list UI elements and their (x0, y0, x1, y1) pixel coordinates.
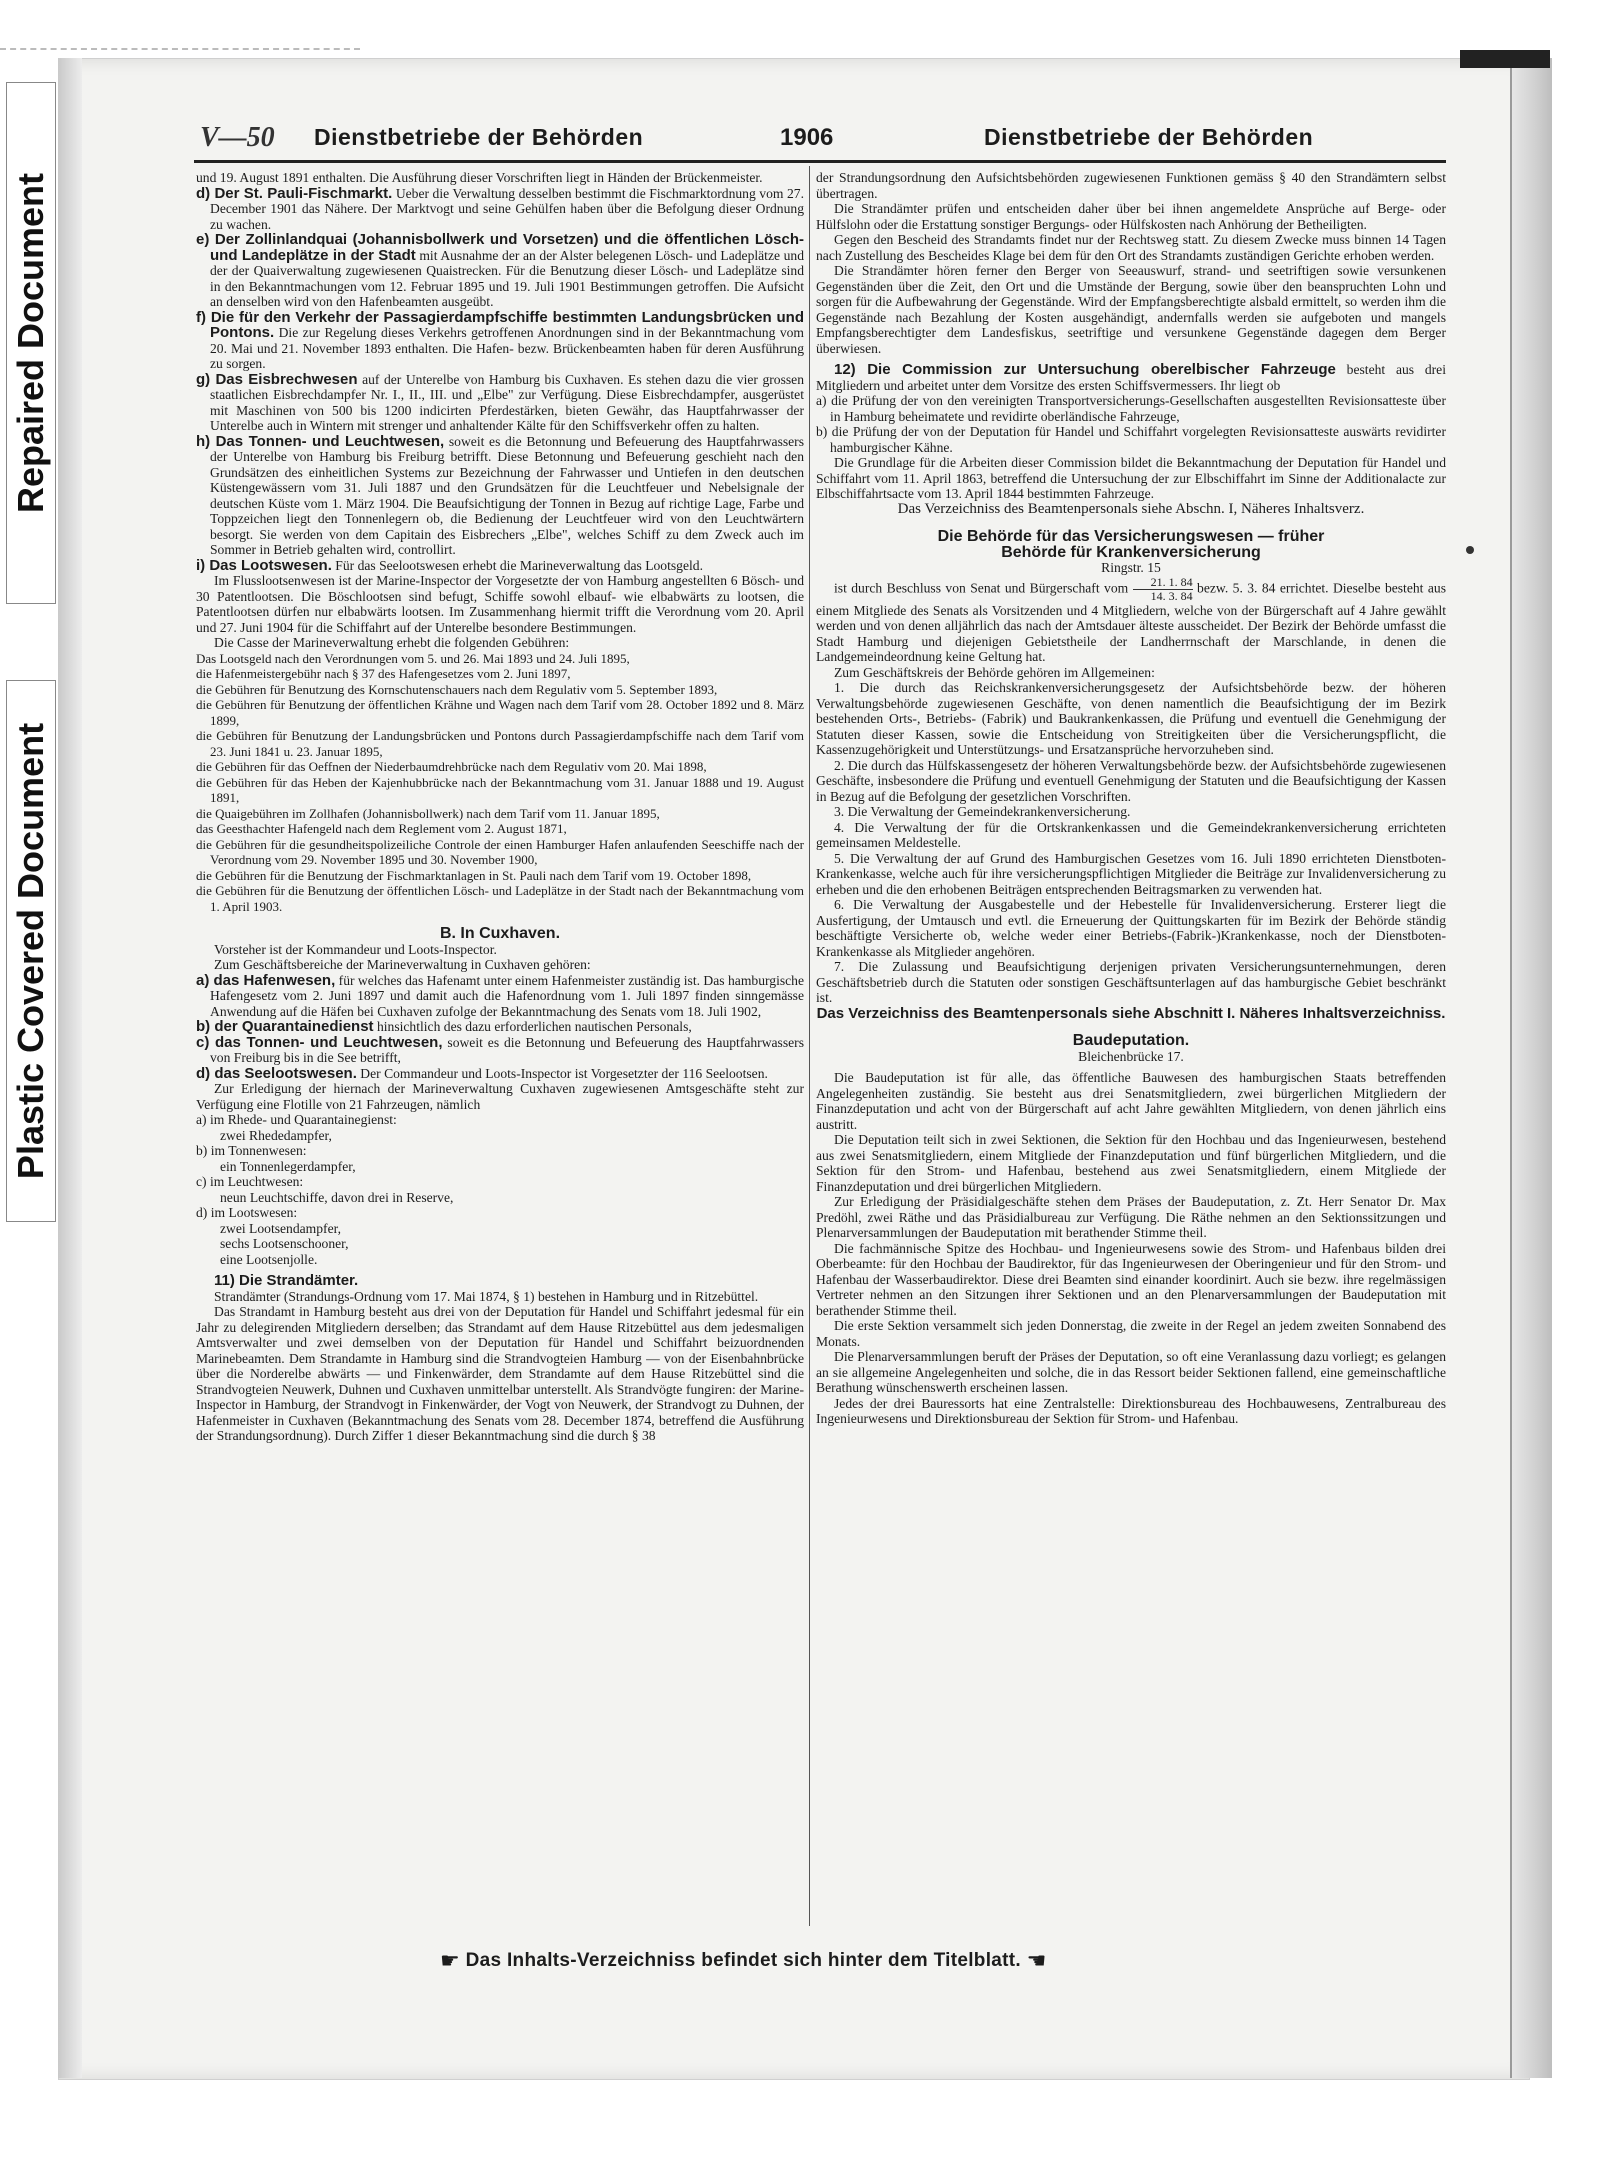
paragraph: Die Casse der Marineverwaltung erhebt die folgenden Gebühren: (214, 635, 570, 650)
pointing-hand-right-icon: ☛ (440, 1948, 461, 1973)
list-item: a) die Prüfung der von den vereinigten Transportversicherungs-Gesellschaften ausgestellten Revisionsatteste über in Hamburg beheimatete und revidirte oberländische Fahrzeuge, (816, 393, 1446, 424)
left-column (196, 170, 804, 1444)
paragraph: Zum Geschäftsbereiche der Marineverwaltung in Cuxhaven gehören: (214, 957, 591, 972)
fleet-label: c) im Leuchtwesen: (196, 1174, 304, 1189)
list-item: 7. Die Zulassung und Beaufsichtigung derjenigen privaten Versicherungsunternehmungen, deren Geschäftsbetrieb durch die Statuten oder sonstigen Geschäftsunterlagen auf das hamburgische Gebiet beschränkt ist. (816, 959, 1446, 1005)
section-i: i) Das Lootswesen. Für das Seelootswesen erhebt die Marineverwaltung das Lootsgeld. (196, 556, 703, 574)
paragraph: Die Deputation teilt sich in zwei Sektionen, die Sektion für den Hochbau und das Ingenieurwesen, bestehend aus zwei Senatsmitgliedern, einem Mitgliede der Finanzdeputation und fünf bürgerlichen Mitgliedern, und die Sektion für den Strom- und Hafenbau, bestehend aus zwei Senatsmitgliedern, einem Mitgliede der Finanzdeputation und drei bürgerlichen Mitgliedern. (816, 1132, 1446, 1194)
cux-item-b: b) der Quarantainedienst hinsichtlich des dazu erforderlichen nautischen Personals, (196, 1018, 692, 1035)
section-e: e) Der Zollinlandquai (Johannisbollwerk und Vorsetzen) und die öffentlichen Lösch- und Landeplätze in der Stadt mit Ausnahme der an der Alster belegenen Lösch- und Ladeplätze und der der Quaiverwaltung zugewiesenen Quaistrecken. Für die Benutzung dieser Lösch- und Ladeplätze sind in den Bekanntmachungen vom 12. Februar 1895 und 19. Juli 1901 Bestimmungen getroffen. Die Aufsicht an denselben wird von den Hafenbeamten ausgeübt. (196, 231, 804, 309)
fleet-line: zwei Rhededampfer, (220, 1127, 332, 1143)
section-heading: h) Das Tonnen- und Leuchtwesen, (196, 432, 445, 450)
section-heading: i) Das Lootswesen. (196, 556, 332, 574)
header-title-right: Dienstbetriebe der Behörden (984, 124, 1314, 150)
list-item: b) die Prüfung der von der Deputation für Handel und Schiffahrt vorgelegten Revisionsatteste auswärts revidirter hamburgischer Kähne. (816, 424, 1446, 455)
section-heading: d) Der St. Pauli-Fischmarkt. (196, 184, 393, 202)
list-item: Das Lootsgeld nach den Verordnungen vom 5. und 26. Mai 1893 und 24. Juli 1895, (196, 650, 630, 666)
fleet-label: a) im Rhede- und Quarantainegienst: (196, 1112, 397, 1127)
list-item: die Gebühren für Benutzung der Landungsbrücken und Pontons durch Passagierdampfschiffe nach dem Tarif vom 23. Juni 1841 u. 23. Januar 1895, (196, 728, 804, 759)
date-fraction: $\frac{21. 1. 84}{14. 3. 84}$ (1133, 576, 1193, 603)
list-item: die Gebühren für Benutzung der öffentlichen Krähne und Wagen nach dem Tarif vom 28. October 1892 und 8. März 1899, (196, 697, 804, 728)
column-divider (809, 166, 810, 1926)
cux-item-d: d) das Seelootswesen. Der Commandeur und Loots-Inspector ist Vorgesetzter der 116 Seelootsen. (196, 1064, 768, 1082)
top-right-tab (1460, 50, 1550, 68)
fleet-line: sechs Lootsenschooner, (220, 1236, 349, 1251)
page-spine (58, 58, 82, 2078)
fleet-list (196, 1112, 804, 1267)
paragraph: Das Strandamt in Hamburg besteht aus drei von der Deputation für Handel und Schiffahrt jedesmal für ein Jahr zu delegirenden Mitgliedern derselben; das Strandamt auf dem Hause Ritzebüttel aus dem jedesmaligen Amtsverwalter und zwei demselben von der Deputation für Handel und Schiffahrt beizuordnenden Marinebeamten. Dem Strandamte in Hamburg sind die Strandvogteien Hamburg — von der Eisenbahnbrücke über die Norderelbe abwärts — und Finkenwärder, dem Strandamte auf dem Hause Ritzebüttel sind die Strandvogteien Neuwerk, Duhnen und Cuxhaven unmittelbar unterstellt. Als Strandvögte fungiren: der Marine-Inspector in Hamburg, der Strandvogt in Finkenwärder, der Vogt von Neuwerk, der Strandvogt zu Duhnen, der Hafenmeister in Cuxhaven (Bekanntmachung des Senats vom 28. December 1874, betreffend die Ausführung der Strandungsordnung). Durch Ziffer 1 dieser Bekanntmachung sind die durch § 38 (196, 1304, 804, 1443)
page-right-edge (1510, 58, 1552, 2078)
list-item: die Quaigebühren im Zollhafen (Johannisbollwerk) nach dem Tarif vom 11. Januar 1895, (196, 805, 660, 821)
section-heading: e) Der Zollinlandquai (Johannisbollwerk und Vorsetzen) und die öffentlichen Lösch- und Landeplätze in der Stadt (196, 231, 804, 264)
section-f: f) Die für den Verkehr der Passagierdampfschiffe bestimmten Landungsbrücken und Pontons. Die zur Regelung dieses Verkehrs getroffenen Anordnungen sind in der Bekanntmachung vom 20. Mai und 21. November 1893 enthalten. Die Hafen- bezw. Brückenbeamten haben für deren Ausführung zu sorgen. (196, 308, 804, 371)
list-item: 5. Die Verwaltung der auf Grund des Hamburgischen Gesetzes vom 16. Juli 1890 errichteten Dienstboten-Krankenkasse, welche auch für ihre versicherungspflichtigen Mitglieder die Beiträge zur Invalidenversicherung zu erheben und die den erhobenen Beiträgen entsprechenden Beitragsmarken zu verwenden hat. (816, 850, 1446, 897)
section-12: 12) Die Commission zur Untersuchung oberelbischer Fahrzeuge besteht aus drei Mitgliedern und arbeitet unter dem Vorsitze des ersten Schiffsvermessers. Ihr liegt ob (816, 361, 1446, 393)
list-item: 2. Die durch das Hülfskassengesetz der höheren Verwaltungsbehörde bezw. der Aufsichtsbehörde zugewiesenen Geschäfte, insbesondere die Prüfung und eventuell Genehmigung der Statuten und die Beaufsichtigung der Kassen in Bezug auf die Befolgung der gesetzlichen Vorschriften. (816, 757, 1446, 804)
paragraph: der Strandungsordnung den Aufsichtsbehörden zugewiesenen Funktionen gemäss § 40 den Strandämtern selbst übertragen. (816, 170, 1446, 201)
section-title-baudeputation: Baudeputation. (1072, 1032, 1190, 1049)
ink-spot (1466, 546, 1474, 554)
running-header (104, 120, 1444, 158)
paragraph: Zur Erledigung der hiernach der Marineverwaltung Cuxhaven zugewiesenen Amtsgeschäfte steht zur Verfügung eine Flotille von 21 Fahrzeugen, nämlich (196, 1081, 804, 1112)
cux-item-a: a) das Hafenwesen, für welches das Hafenamt unter einem Hafenmeister zuständig ist. Das hamburgische Hafengesetz vom 2. Juni 1897 und damit auch die Hafenordnung vom 1. Juli 1897 finden sinngemässe Anwendung auf die Häfen bei Cuxhaven zufolge der Bekanntmachung des Senats vom 18. Juli 1902, (196, 971, 804, 1019)
plastic-covered-label: Plastic Covered Document (6, 680, 56, 1222)
paragraph: Die Strandämter hören ferner den Berger von Seeauswurf, strand- und seetriftigen sowie versunkenen Gegenständen über die Zeit, den Ort und die Umstände der Bergung, sowie über den beanspruchten Lohn und sorgen für die Aufbewahrung der Gegenstände. Wird der Empfangsberechtigte alsbald ermittelt, so werden ihm die Gegenstände nach Bezahlung der Kosten ausgehändigt, andernfalls werden sie aufgeboten und mangels Empfangsberechtigter dem Landesfiskus, seetriftige und versunkene Gegenstände dagegen dem Berger überwiesen. (816, 263, 1446, 356)
cux-item-c: c) das Tonnen- und Leuchtwesen, soweit es die Betonnung und Befeuerung des Hauptfahrwassers von Freiburg bis in die See betrifft, (196, 1033, 804, 1065)
section-heading: g) Das Eisbrechwesen (196, 370, 358, 388)
section-h: h) Das Tonnen- und Leuchtwesen, soweit es die Betonnung und Befeuerung des Hauptfahrwassers der Unterelbe von Hamburg bis Freiburg betrifft. Diese Betonnung und Befeuerung geschieht nach den Grundsätzen des einheitlichen Systems zur Bezeichnung der Fahrwasser und Untiefen in den deutschen Küstengewässern vom 31. Juli 1887 und den Grundsätzen für die Leuchtfeuer und Nebelsignale der deutschen Küste vom 1. März 1904. Die Beaufsichtigung der Tonnen in Bezug auf richtige Lage, Farbe und Toppzeichen liegt den Tonnenlegern ob, die Bedienung der Leuchtfeuer wird von den Leuchtwärtern besorgt. Sie werden von dem Capitain des Eisbrechers „Elbe", welches Schiff zu dem Zweck auch im Sommer in Betrieb gehalten wird, controllirt. (196, 432, 805, 557)
list-item: die Gebühren für das Heben der Kajenhubbrücke nach der Bekanntmachung vom 31. Januar 1888 und 19. August 1891, (196, 774, 804, 805)
section-d: d) Der St. Pauli-Fischmarkt. Ueber die Verwaltung desselben bestimmt die Fischmarktordnung vom 27. December 1901 das Nähere. Der Marktvogt und seine Gehülfen haben über die Befolgung dieser Ordnung zu wachen. (196, 184, 804, 232)
list-item: die Hafenmeistergebühr nach § 37 des Hafengesetzes vom 2. Juni 1897, (196, 666, 571, 681)
address: Ringstr. 15 (1101, 560, 1161, 575)
top-dashed-mark (0, 48, 360, 50)
list-item: die Gebühren für das Oeffnen der Niederbaumdrehbrücke nach dem Regulativ vom 20. Mai 1898, (196, 759, 707, 774)
paragraph: Die Grundlage für die Arbeiten dieser Commission bildet die Bekanntmachung der Deputation für Handel und Schiffahrt vom 11. April 1863, betreffend die Untersuchung der zur Elbschiffahrt im Sinne der Additionalacte zur Elbschiffahrtsacte vom 13. April 1844 bestimmten Fahrzeuge. (816, 455, 1446, 501)
section-11-heading: 11) Die Strandämter. (214, 1272, 359, 1289)
address: Bleichenbrücke 17. (1078, 1048, 1184, 1064)
paragraph: ist durch Beschluss von Senat und Bürgerschaft vom $\frac{21. 1. 84}{14. 3. 84}$ bezw. 5. 3. 84 errichtet. Dieselbe besteht aus einem Mitgliede des Senats als Vorsitzenden und 4 Mitgliedern, welche von der Bürgerschaft auf 4 Jahre gewählt werden und von denen alljährlich das nach der Amtsdauer älteste ausscheidet. Der Bezirk der Behörde umfasst die Stadt Hamburg und diejenigen Gebietstheile der Landherrnschaft der Marschlande, in denen die Landgemeindeordnung keine Geltung hat. (816, 574, 1446, 664)
list-item: die Gebühren für die Benutzung der Fischmarktanlagen in St. Pauli nach dem Tarif vom 19. October 1898, (196, 867, 752, 883)
paragraph: Strandämter (Strandungs-Ordnung vom 17. Mai 1874, § 1) bestehen in Hamburg und in Ritzebüttel. (214, 1288, 759, 1304)
fleet-label: b) im Tonnenwesen: (196, 1143, 307, 1158)
paragraph: Zur Erledigung der Präsidialgeschäfte stehen dem Präses der Baudeputation, z. Zt. Herr Senator Dr. Max Predöhl, zwei Räthe und das Präsidialbureau zur Verfügung. Die Räthe nehmen an den Sektionssitzungen und Plenarversammlungen der Baudeputation mit berathender Stimme theil. (816, 1194, 1446, 1240)
paragraph: Gegen den Bescheid des Strandamts findet nur der Rechtsweg statt. Zu diesem Zwecke muss binnen 14 Tagen nach Zustellung des Bescheides Klage bei dem für den Ort des Strandamts zuständigen Gerichte erhoben werden. (816, 232, 1446, 263)
paragraph: Die erste Sektion versammelt sich jeden Donnerstag, die zweite in der Regel an jedem zweiten Sonnabend des Monats. (816, 1318, 1446, 1349)
paragraph: Die fachmännische Spitze des Hochbau- und Ingenieurwesens sowie des Strom- und Hafenbaus bilden drei Oberbeamte: für den Hochbau der Baudirektor, für das Ingenieurwesen der Oberingenieur und für den Strom- und Hafenbau der Wasserbaudirektor. Diese drei Beamten sind einander koordinirt. Auch sie bezw. ihre regelmässigen Vertreter nehmen an den Sitzungen ihrer Sektionen und an den Plenarversammlungen der Baudeputation mit berathender Stimme theil. (816, 1240, 1446, 1318)
paragraph: Zum Geschäftskreis der Behörde gehören im Allgemeinen: (834, 664, 1155, 680)
list-item: 1. Die durch das Reichskrankenversicherungsgesetz der Aufsichtsbehörde bezw. der höheren Verwaltungsbehörde zugewiesenen Geschäfte, von denen namentlich die Beaufsichtigung der im Bezirk bestehenden Orts-, Betriebs- (Fabrik) und Baukrankenkassen, die Prüfung und eventuell die Genehmigung der Statuten dieser Kassen, sowie die Entscheidung von Streitigkeiten über die Versicherungspflicht, die Kassenzugehörigkeit und Unterstützungs- und Ersatzansprüche hervorzuheben sind. (816, 680, 1446, 757)
list-item: die Gebühren für die Benutzung der öffentlichen Lösch- und Ladeplätze in der Stadt nach der Bekanntmachung vom 1. April 1903. (196, 883, 804, 914)
right-column (816, 170, 1446, 1427)
fee-list (196, 651, 804, 915)
header-rule (194, 160, 1446, 163)
list-item: 4. Die Verwaltung der für die Ortskrankenkassen und die Gemeindekrankenversicherung errichteten gemeinsamen Meldestelle. (816, 819, 1446, 850)
section-subtitle-versicherung: Behörde für Krankenversicherung (1001, 543, 1261, 561)
paragraph: Jedes der drei Bauressorts hat eine Zentralstelle: Direktionsbureau des Hochbauwesens, Zentralbureau des Ingenieurwesens und Direktionsbureau der Sektion für Strom- und Hafenbau. (816, 1395, 1446, 1426)
list-item: 6. Die Verwaltung der Ausgabestelle und der Hebestelle für Invalidenversicherung. Ersterer liegt die Ausfertigung, der Umtausch und evtl. die Erneuerung der Quittungskarten für im Bezirk der Behörde ständig beschäftigte Versicherte ob, welche weder einer Betriebs-(Fabrik-)Krankenkasse, noch der Dienstboten-Krankenkasse als Mitglieder angehören. (816, 897, 1446, 959)
page-number: V—50 (200, 122, 275, 153)
fleet-line: neun Leuchtschiffe, davon drei in Reserve, (220, 1189, 454, 1205)
section-heading: f) Die für den Verkehr der Passagierdampfschiffe bestimmten Landungsbrücken und Pontons. (196, 308, 804, 341)
fleet-line: zwei Lootsendampfer, (220, 1220, 341, 1236)
list-item: die Gebühren für Benutzung des Kornschutenschauers nach dem Regulativ vom 5. September 1893, (196, 681, 718, 697)
personnel-reference: Das Verzeichniss des Beamtenpersonals siehe Abschnitt I. Näheres Inhaltsverzeichniss. (816, 1004, 1446, 1022)
fleet-line: eine Lootsenjolle. (220, 1251, 318, 1267)
fleet-line: ein Tonnenlegerdampfer, (220, 1158, 356, 1174)
fleet-label: d) im Lootswesen: (196, 1205, 298, 1220)
header-year: 1906 (780, 124, 834, 151)
list-item: die Gebühren für die gesundheitspolizeiliche Controle der einen Hamburger Hafen anlaufenden Seeschiffe nach der Verordnung vom 29. November 1895 und 30. November 1900, (196, 836, 804, 867)
paragraph: Die Strandämter prüfen und entscheiden daher über bei ihnen angemeldete Ansprüche auf Berge- oder Hülfslohn oder die Erstattung sonstiger Bergungs- oder Hülfskosten nach Anhörung der Betheiligten. (816, 201, 1446, 232)
personnel-reference: Das Verzeichniss des Beamtenpersonals siehe Abschn. I, Näheres Inhaltsverz. (897, 500, 1365, 517)
paragraph: Die Baudeputation ist für alle, das öffentliche Bauwesen des hamburgischen Staats betreffenden Angelegenheiten zuständig. Sie besteht aus drei Senatsmitgliedern, zwei bürgerlichen Mitgliedern der Finanzdeputation und acht von der Bürgerschaft auf acht Jahre gewählten Mitgliedern, von denen jährlich eins austritt. (816, 1070, 1446, 1132)
list-item: 3. Die Verwaltung der Gemeindekrankenversicherung. (834, 804, 1131, 819)
section-title-cuxhaven: B. In Cuxhaven. (439, 925, 561, 942)
paragraph: Im Flusslootsenwesen ist der Marine-Inspector der Vorgesetzte der von Hamburg angestellten 6 Bösch- und 30 Patentlootsen. Die Böschlootsen sind befugt, Schiffe sowohl elbauf- wie elbabwärts zu lootsen, die Patentlootsen dürfen nur elbabwärts lootsen. Im Zusammenhang hiermit trifft die Verordnung vom 20. April und 27. Juni 1904 für die Schiffahrt auf der Unterelbe besondere Bestimmungen. (196, 573, 804, 635)
footer-text: Das Inhalts-Verzeichniss befindet sich hinter dem Titelblatt. (465, 1950, 1021, 1972)
section-g: g) Das Eisbrechwesen auf der Unterelbe von Hamburg bis Cuxhaven. Es stehen dazu die vier grossen staatlichen Eisbrechdampfer Nr. I., II., III. und „Elbe" zur Verfügung. Diese Eisbrechdampfer, ausgerüstet mit Maschinen von 500 bis 1200 indicirten Pferdestärken, bieten Gewähr, das Hauptfahrwasser der Unterelbe auch in Wintern mit strenger und anhaltender Kälte für den Schiffsverkehr offen zu halten. (196, 370, 804, 433)
header-title-left: Dienstbetriebe der Behörden (314, 124, 644, 150)
paragraph: Die Plenarversammlungen beruft der Präses der Deputation, so oft eine Veranlassung dazu vorliegt; es gelangen an sie allgemeine Angelegenheiten und solche, die in das Ressort beider Sektionen fallend, eine gemeinschaftliche Berathung wünschenswerth erscheinen lassen. (816, 1349, 1446, 1395)
section-title-versicherung: Die Behörde für das Versicherungswesen — früher (937, 528, 1325, 545)
list-item: das Geesthachter Hafengeld nach dem Reglement vom 2. August 1871, (196, 821, 567, 836)
pointing-hand-left-icon: ☚ (1026, 1948, 1047, 1973)
repaired-document-label: Repaired Document (6, 82, 56, 604)
paragraph: und 19. August 1891 enthalten. Die Ausführung dieser Vorschriften liegt in Händen der Brückenmeister. (196, 170, 763, 185)
paragraph: Vorsteher ist der Kommandeur und Loots-Inspector. (214, 941, 497, 957)
footer-note (440, 1948, 1047, 1974)
